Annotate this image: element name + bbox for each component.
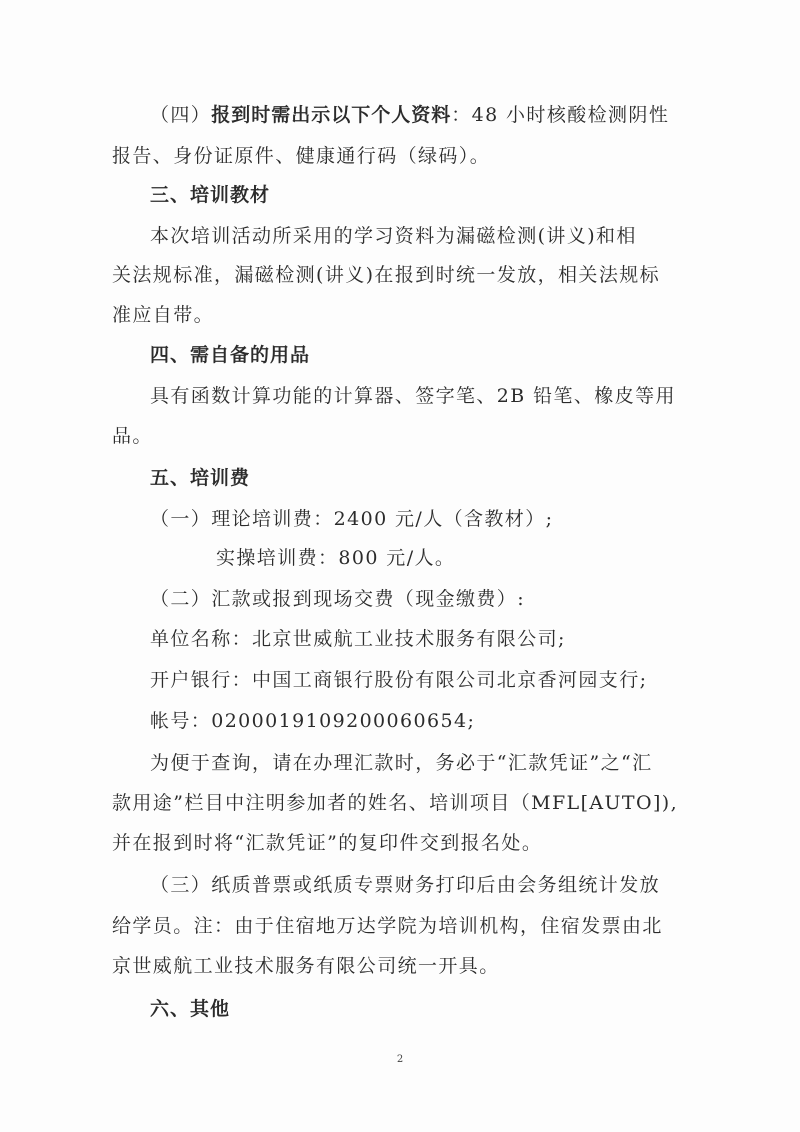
section-heading-fees: 五、培训费 — [150, 467, 251, 489]
para-remittance-line-1: 为便于查询，请在办理汇款时，务必于“汇款凭证”之“汇 — [150, 752, 653, 774]
body-text: ：48 小时核酸检测阴性 — [451, 104, 670, 126]
para-requirements-line-1 — [150, 102, 669, 128]
emphasis-text: 报到时需出示以下个人资料 — [211, 104, 452, 126]
item-marker: （四） — [150, 104, 212, 126]
company-name-line: 单位名称：北京世威航工业技术服务有限公司; — [150, 628, 566, 650]
para-remittance-line-3: 并在报到时将“汇款凭证”的复印件交到报名处。 — [112, 832, 543, 854]
account-number-line: 帐号：0200019109200060654; — [150, 710, 476, 732]
para-invoice-line-3: 京世威航工业技术服务有限公司统一开具。 — [112, 955, 500, 977]
para-invoice-line-2: 给学员。注：由于住宿地万达学院为培训机构，住宿发票由北 — [112, 915, 663, 937]
section-heading-other: 六、其他 — [150, 998, 231, 1020]
para-materials-line-3: 准应自带。 — [112, 304, 215, 326]
para-invoice-line-1: （三）纸质普票或纸质专票财务打印后由会务组统计发放 — [150, 874, 661, 896]
bank-line: 开户银行：中国工商银行股份有限公司北京香河园支行; — [150, 669, 648, 691]
payment-method-line: （二）汇款或报到现场交费（现金缴费）: — [150, 588, 526, 610]
para-supplies-line-1: 具有函数计算功能的计算器、签字笔、2B 铅笔、橡皮等用 — [150, 385, 676, 407]
para-materials-line-1: 本次培训活动所采用的学习资料为漏磁检测(讲义)和相 — [150, 225, 637, 247]
fee-practical-line: 实操培训费：800 元/人。 — [216, 547, 456, 569]
section-heading-supplies: 四、需自备的用品 — [150, 344, 311, 366]
fee-theory-line: （一）理论培训费：2400 元/人（含教材）; — [150, 508, 554, 530]
page-number: 2 — [396, 1054, 404, 1065]
para-supplies-line-2: 品。 — [112, 425, 153, 447]
section-heading-materials: 三、培训教材 — [150, 184, 271, 206]
para-materials-line-2: 关法规标准，漏磁检测(讲义)在报到时统一发放，相关法规标 — [112, 264, 661, 286]
para-remittance-line-2: 款用途”栏目中注明参加者的姓名、培训项目（MFL[AUTO]), — [112, 792, 679, 814]
para-requirements-line-2: 报告、身份证原件、健康通行码（绿码）。 — [112, 145, 491, 167]
